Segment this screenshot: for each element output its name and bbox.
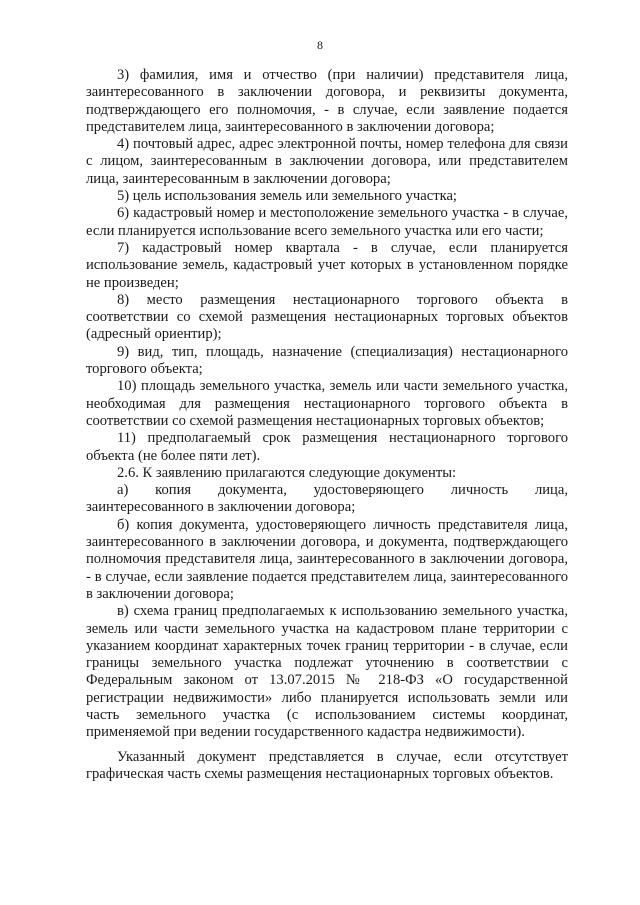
paragraph-item-10: 10) площадь земельного участка, земель или части земельного участка, необходимая для размещения нестационарного торгового объекта в соответствии со схемой размещения нестационарных торговых объектов; bbox=[86, 378, 568, 429]
section-2-6-heading: 2.6. К заявлению прилагаются следующие документы: bbox=[117, 464, 457, 481]
paragraph-item-6: 6) кадастровый номер и местоположение земельного участка - в случае, если планируется использование всего земельного участка или его части; bbox=[86, 205, 568, 239]
paragraph-item-7: 7) кадастровый номер квартала - в случае, если планируется использование земель, кадастровый учет которых в установленном порядке не произведен; bbox=[86, 239, 568, 291]
document-body bbox=[86, 67, 568, 783]
paragraph-item-9: 9) вид, тип, площадь, назначение (специализация) нестационарного торгового объекта; bbox=[86, 343, 568, 378]
paragraph-item-8: 8) место размещения нестационарного торгового объекта в соответствии со схемой размещения нестационарных торговых объектов (адресный ориентир); bbox=[86, 291, 568, 343]
paragraph-item-5: 5) цель использования земель или земельного участка; bbox=[117, 188, 457, 205]
paragraph-item-11: 11) предполагаемый срок размещения нестационарного торгового объекта (не более пяти лет). bbox=[86, 430, 568, 464]
paragraph-doc-b: б) копия документа, удостоверяющего личность представителя лица, заинтересованного в заключении договора, и документа, подтверждающего полномочия представителя лица, заинтересованного в заключении договора, - в случае, если заявление подается представителем лица, заинтересованного в заключении договора; bbox=[86, 516, 568, 602]
paragraph-item-3: 3) фамилия, имя и отчество (при наличии) представителя лица, заинтересованного в заключении договора, и реквизиты документа, подтверждающего его полномочия, - в случае, если заявление подается представителем лица, заинтересованного в заключении договора; bbox=[86, 67, 568, 135]
paragraph-doc-v: в) схема границ предполагаемых к использованию земельного участка, земель или части земельного участка на кадастровом плане территории с указанием координат характерных точек границ территории - в случае, если границы земельного участка подлежат уточнению в соответствии с Федеральным законом от 13.07.2015 № 218-ФЗ «О государственной регистрации недвижимости» либо планируется использовать земли или часть земельного участка (с использованием системы координат, применяемой при ведении государственного кадастра недвижимости). bbox=[86, 603, 568, 741]
paragraph-item-4: 4) почтовый адрес, адрес электронной почты, номер телефона для связи с лицом, заинтересованным в заключении договора, или представителем лица, заинтересованным в заключении договора; bbox=[86, 136, 568, 187]
page-number: 8 bbox=[317, 38, 323, 52]
paragraph-note: Указанный документ представляется в случае, если отсутствует графическая часть схемы размещения нестационарных торговых объектов. bbox=[86, 748, 568, 782]
paragraph-doc-a: а) копия документа, удостоверяющего личность лица, заинтересованного в заключении договора; bbox=[86, 482, 568, 516]
